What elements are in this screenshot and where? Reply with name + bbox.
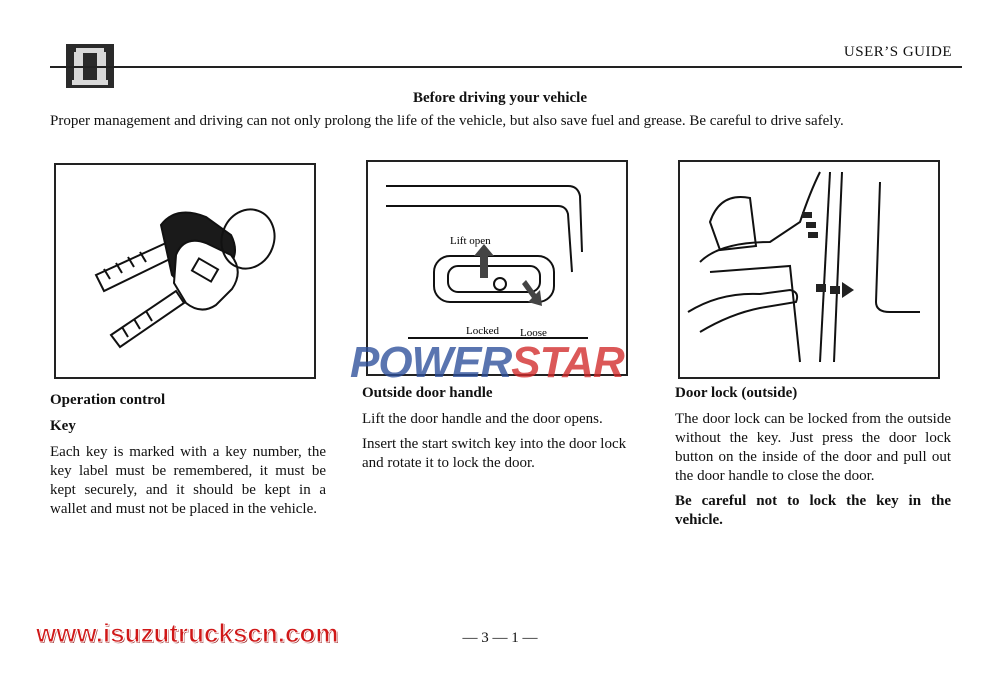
loose-label: Loose (520, 327, 547, 339)
website-watermark: www.isuzutruckscn.com (36, 618, 339, 648)
door-lock-drawing (680, 162, 938, 377)
locked-label: Locked (466, 325, 499, 337)
key-drawing (56, 165, 314, 377)
door-lock-text: The door lock can be locked from the outside without the key. Just press the door lock button on the inside of the door and pull out the door handle to close the door. (675, 411, 951, 484)
section-title: Before driving your vehicle (412, 90, 587, 106)
key-body-text: Each key is marked with a key number, the key label must be remembered, it must be kept securely, and it should be kept in a wallet and must not be placed in the vehicle. (50, 444, 326, 517)
key-section (50, 391, 326, 525)
door-lock-heading: Door lock (outside) (675, 385, 798, 401)
powerstar-watermark (350, 338, 624, 388)
page-number: — 3 — 1 — (462, 630, 538, 646)
door-handle-section (362, 384, 642, 479)
door-handle-text-1: Lift the door handle and the door opens. (362, 411, 603, 427)
outside-door-handle-heading: Outside door handle (362, 385, 493, 401)
lift-open-label: Lift open (450, 235, 491, 247)
door-lock-illustration (678, 160, 940, 379)
operation-control-heading: Operation control (50, 392, 166, 408)
intro-text: Proper management and driving can not only prolong the life of the vehicle, but also save fuel and grease. Be careful to drive safely. (50, 113, 844, 129)
door-lock-section (675, 384, 951, 537)
key-subheading: Key (50, 418, 76, 434)
key-illustration (54, 163, 316, 379)
header-title: USER’S GUIDE (843, 44, 952, 60)
door-handle-text-2: Insert the start switch key into the door lock and rotate it to lock the door. (362, 436, 627, 471)
watermark-power: POWER (350, 338, 512, 387)
watermark-star: STAR (511, 338, 624, 387)
header-rule (50, 66, 962, 68)
door-lock-warning: Be careful not to lock the key in the vehicle. (675, 493, 951, 528)
